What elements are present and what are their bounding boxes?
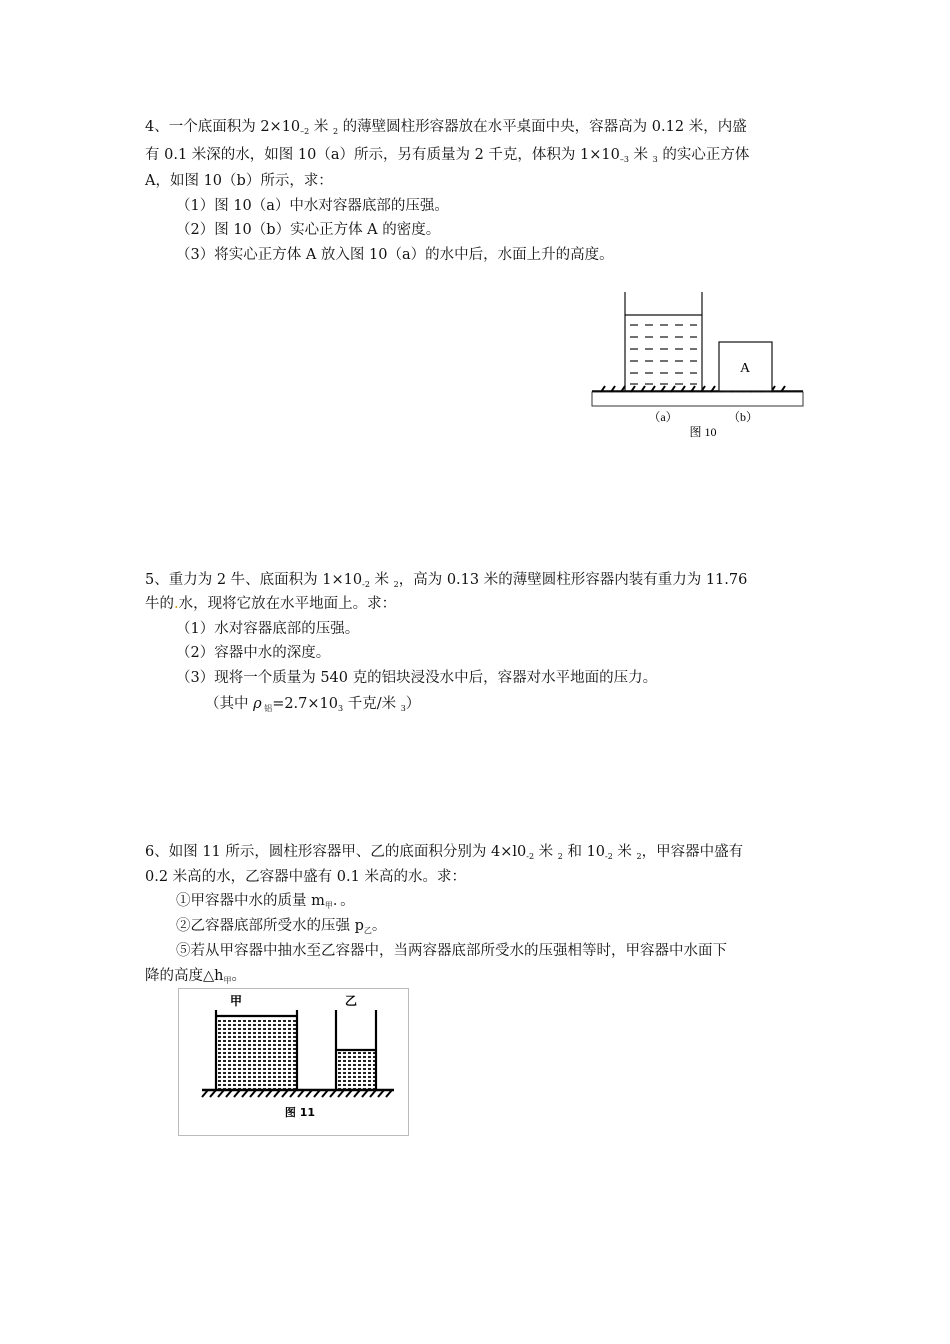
q6-item-4: 降的高度$\triangle h_甲$。 — [145, 968, 246, 985]
label-jia: 甲 — [229, 994, 243, 1008]
q6-item-3: ⑤若从甲容器中抽水至乙容器中，当两容器底部所受水的压强相等时，甲容器中水面下 — [176, 943, 727, 959]
water-dashes — [630, 325, 697, 384]
label-yi: 乙 — [344, 994, 358, 1008]
container-jia-water — [217, 1018, 296, 1089]
figure-10-label-a: （a） — [648, 410, 678, 424]
figure-10-label-b: （b） — [727, 410, 759, 424]
cube-a-label: A — [739, 361, 751, 376]
q4-item-2: （2）图 10（b）实心正方体 A 的密度。 — [176, 222, 441, 238]
figure-10-caption: 图 10 — [689, 425, 717, 439]
q4-item-1: （1）图 10（a）中水对容器底部的压强。 — [176, 198, 449, 214]
figure-10 — [585, 288, 810, 448]
container-yi-water — [337, 1051, 375, 1089]
q6-line-1: 6、如图 11 所示，圆柱形容器甲、乙的底面积分别为 $4\times l0_{-2}$ 米 $_2$ 和 $10_{-2}$ 米 $_2$，甲容器中盛有 — [145, 844, 744, 861]
q5-note: （其中 ρ $_铝=2.7\times 10_3$ 千克/米 $_3$） — [205, 696, 421, 713]
q4-item-3: （3）将实心正方体 A 放入图 10（a）的水中后，水面上升的高度。 — [176, 247, 614, 263]
q5-item-3: （3）现将一个质量为 540 克的铝块浸没水中后，容器对水平地面的压力。 — [176, 670, 658, 686]
q6-item-2: ②乙容器底部所受水的压强 $p_乙$。 — [176, 918, 387, 935]
q6-item-1: ①甲容器中水的质量 $m_甲$．。 — [176, 893, 355, 910]
q4-line-1: 4、一个底面积为 $2\times 10_{-2}$ 米 $_2$ 的薄壁圆柱形容器放在水平桌面中央，容器高为 0.12 米，内盛 — [145, 119, 747, 136]
q5-line-2: 牛的.水，现将它放在水平地面上。求： — [145, 596, 397, 612]
figure-11 — [178, 988, 409, 1136]
q5-line-1: 5、重力为 2 牛、底面积为 $1\times 10_{-2}$ 米 $_2$，高为 0.13 米的薄壁圆柱形容器内装有重力为 11.76 — [145, 572, 748, 589]
q5-item-1: （1）水对容器底部的压强。 — [176, 621, 360, 637]
q5-item-2: （2）容器中水的深度。 — [176, 645, 331, 661]
table-surface — [592, 392, 803, 406]
q6-line-2: 0.2 米高的水，乙容器中盛有 0.1 米高的水。求： — [145, 869, 466, 885]
figure-11-caption: 图 11 — [284, 1106, 316, 1119]
q4-line-3: A，如图 10（b）所示，求： — [145, 173, 333, 189]
q4-line-2: 有 0.1 米深的水，如图 10（a）所示，另有质量为 2 千克，体积为 $1\times 10_{-3}$ 米 $_3$ 的实心正方体 — [145, 147, 750, 164]
container-a — [625, 292, 702, 391]
